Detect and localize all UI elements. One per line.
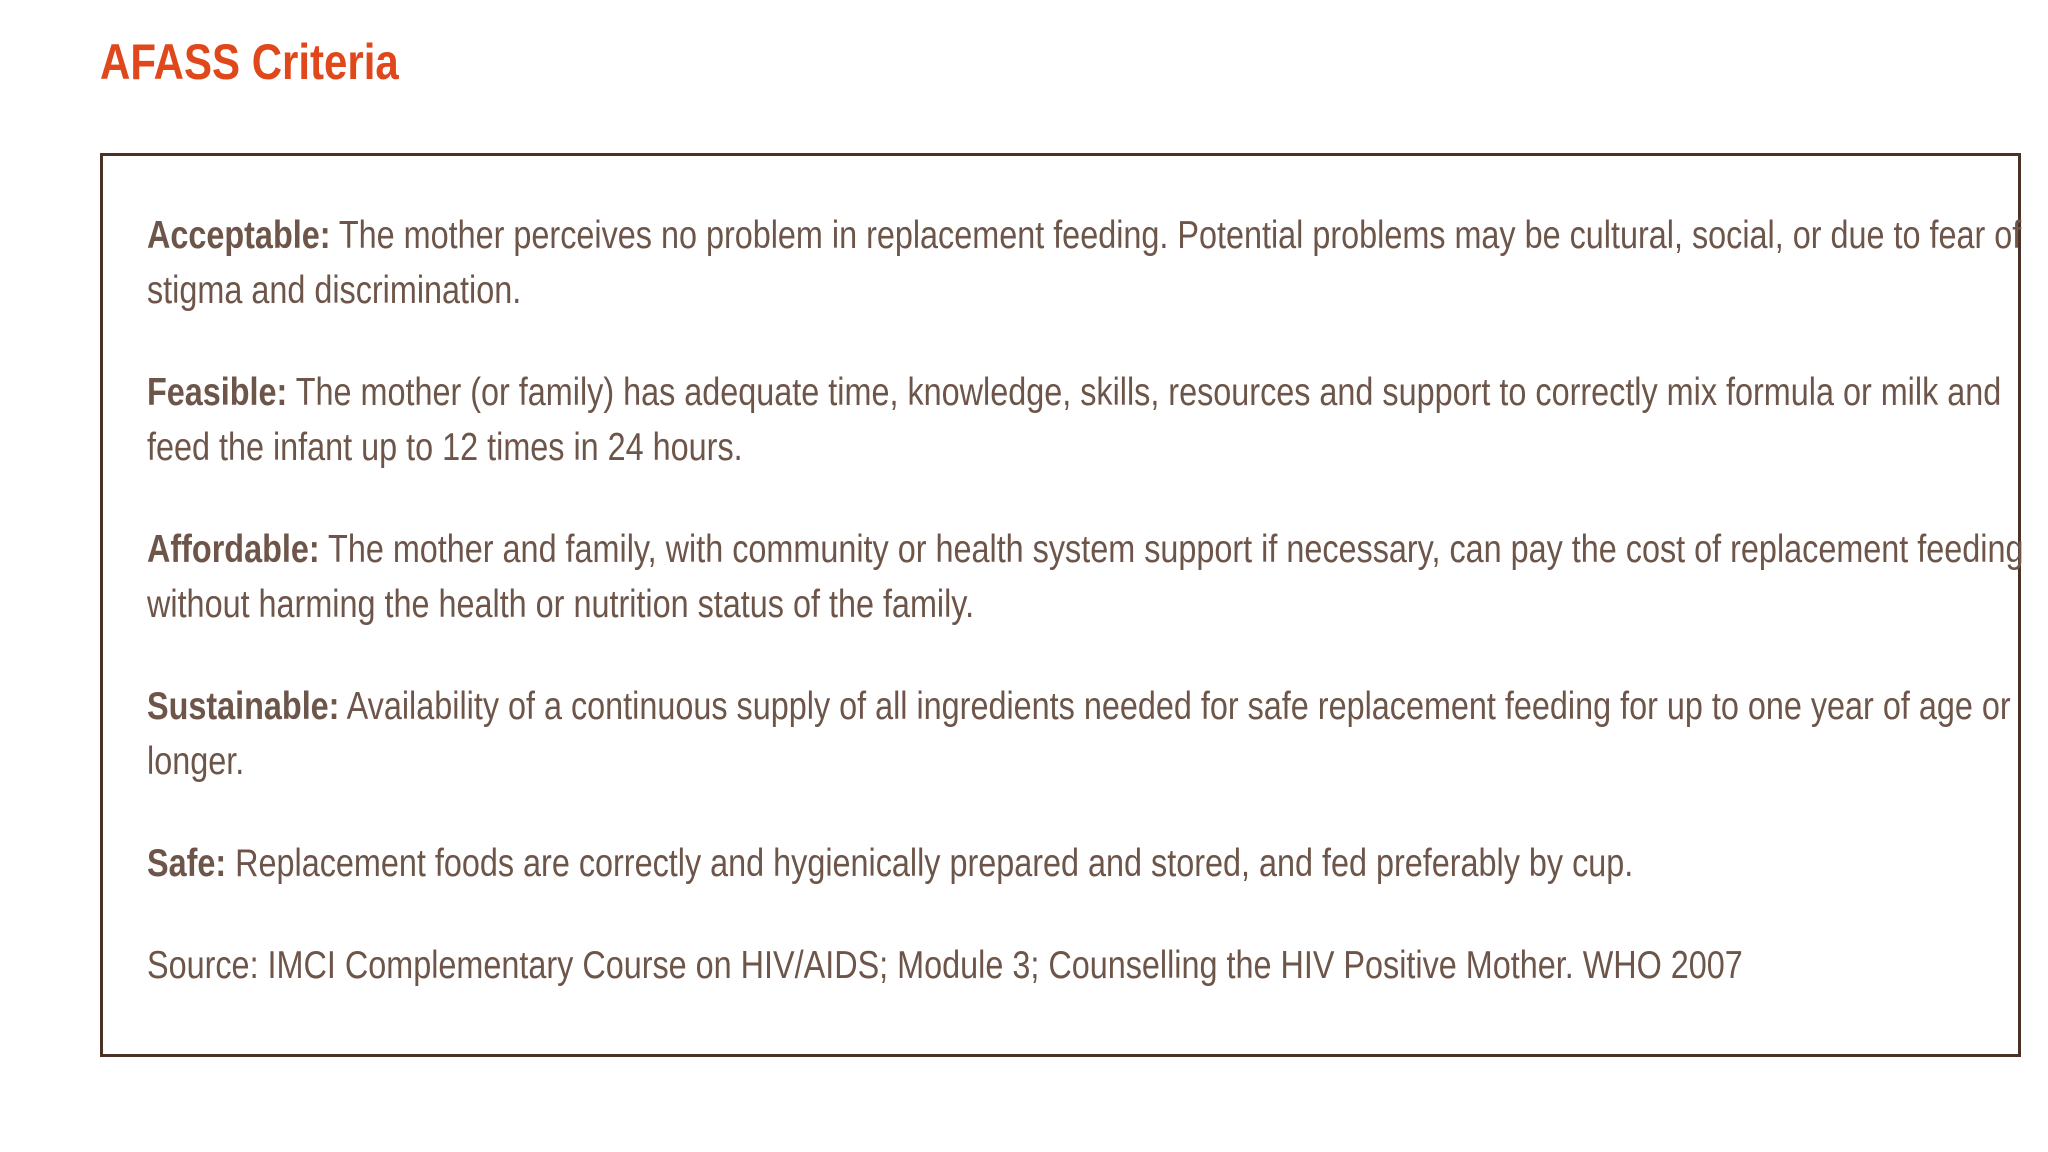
criteria-box xyxy=(100,153,2024,1057)
criterion-term: Acceptable: xyxy=(147,214,331,257)
source-citation: Source: IMCI Complementary Course on HIV/AIDS; Module 3; Counselling the HIV Positive Mother. WHO 2007 xyxy=(147,944,1743,987)
page-title: AFASS Criteria xyxy=(100,34,399,90)
criterion-description: Replacement foods are correctly and hygienically prepared and stored, and fed preferably by cup. xyxy=(226,842,1634,885)
criterion-term: Sustainable: xyxy=(147,685,340,728)
criteria-content xyxy=(147,208,2031,993)
criterion-sustainable xyxy=(147,679,2031,789)
criterion-feasible xyxy=(147,365,2031,475)
criterion-safe xyxy=(147,836,2031,891)
criterion-description: The mother and family, with community or health system support if necessary, can pay the cost of replacement feeding without harming the health or nutrition status of the family. xyxy=(147,528,2024,626)
criterion-acceptable xyxy=(147,208,2031,318)
criterion-description: Availability of a continuous supply of all ingredients needed for safe replacement feeding for up to one year of age or longer. xyxy=(147,685,2011,783)
criterion-description: The mother perceives no problem in replacement feeding. Potential problems may be cultural, social, or due to fear of stigma and discrimination. xyxy=(147,214,2022,312)
criterion-term: Feasible: xyxy=(147,371,288,414)
criterion-description: The mother (or family) has adequate time, knowledge, skills, resources and support to correctly mix formula or milk and feed the infant up to 12 times in 24 hours. xyxy=(147,371,2002,469)
criterion-term: Affordable: xyxy=(147,528,320,571)
criterion-affordable xyxy=(147,522,2031,632)
criterion-term: Safe: xyxy=(147,842,227,885)
